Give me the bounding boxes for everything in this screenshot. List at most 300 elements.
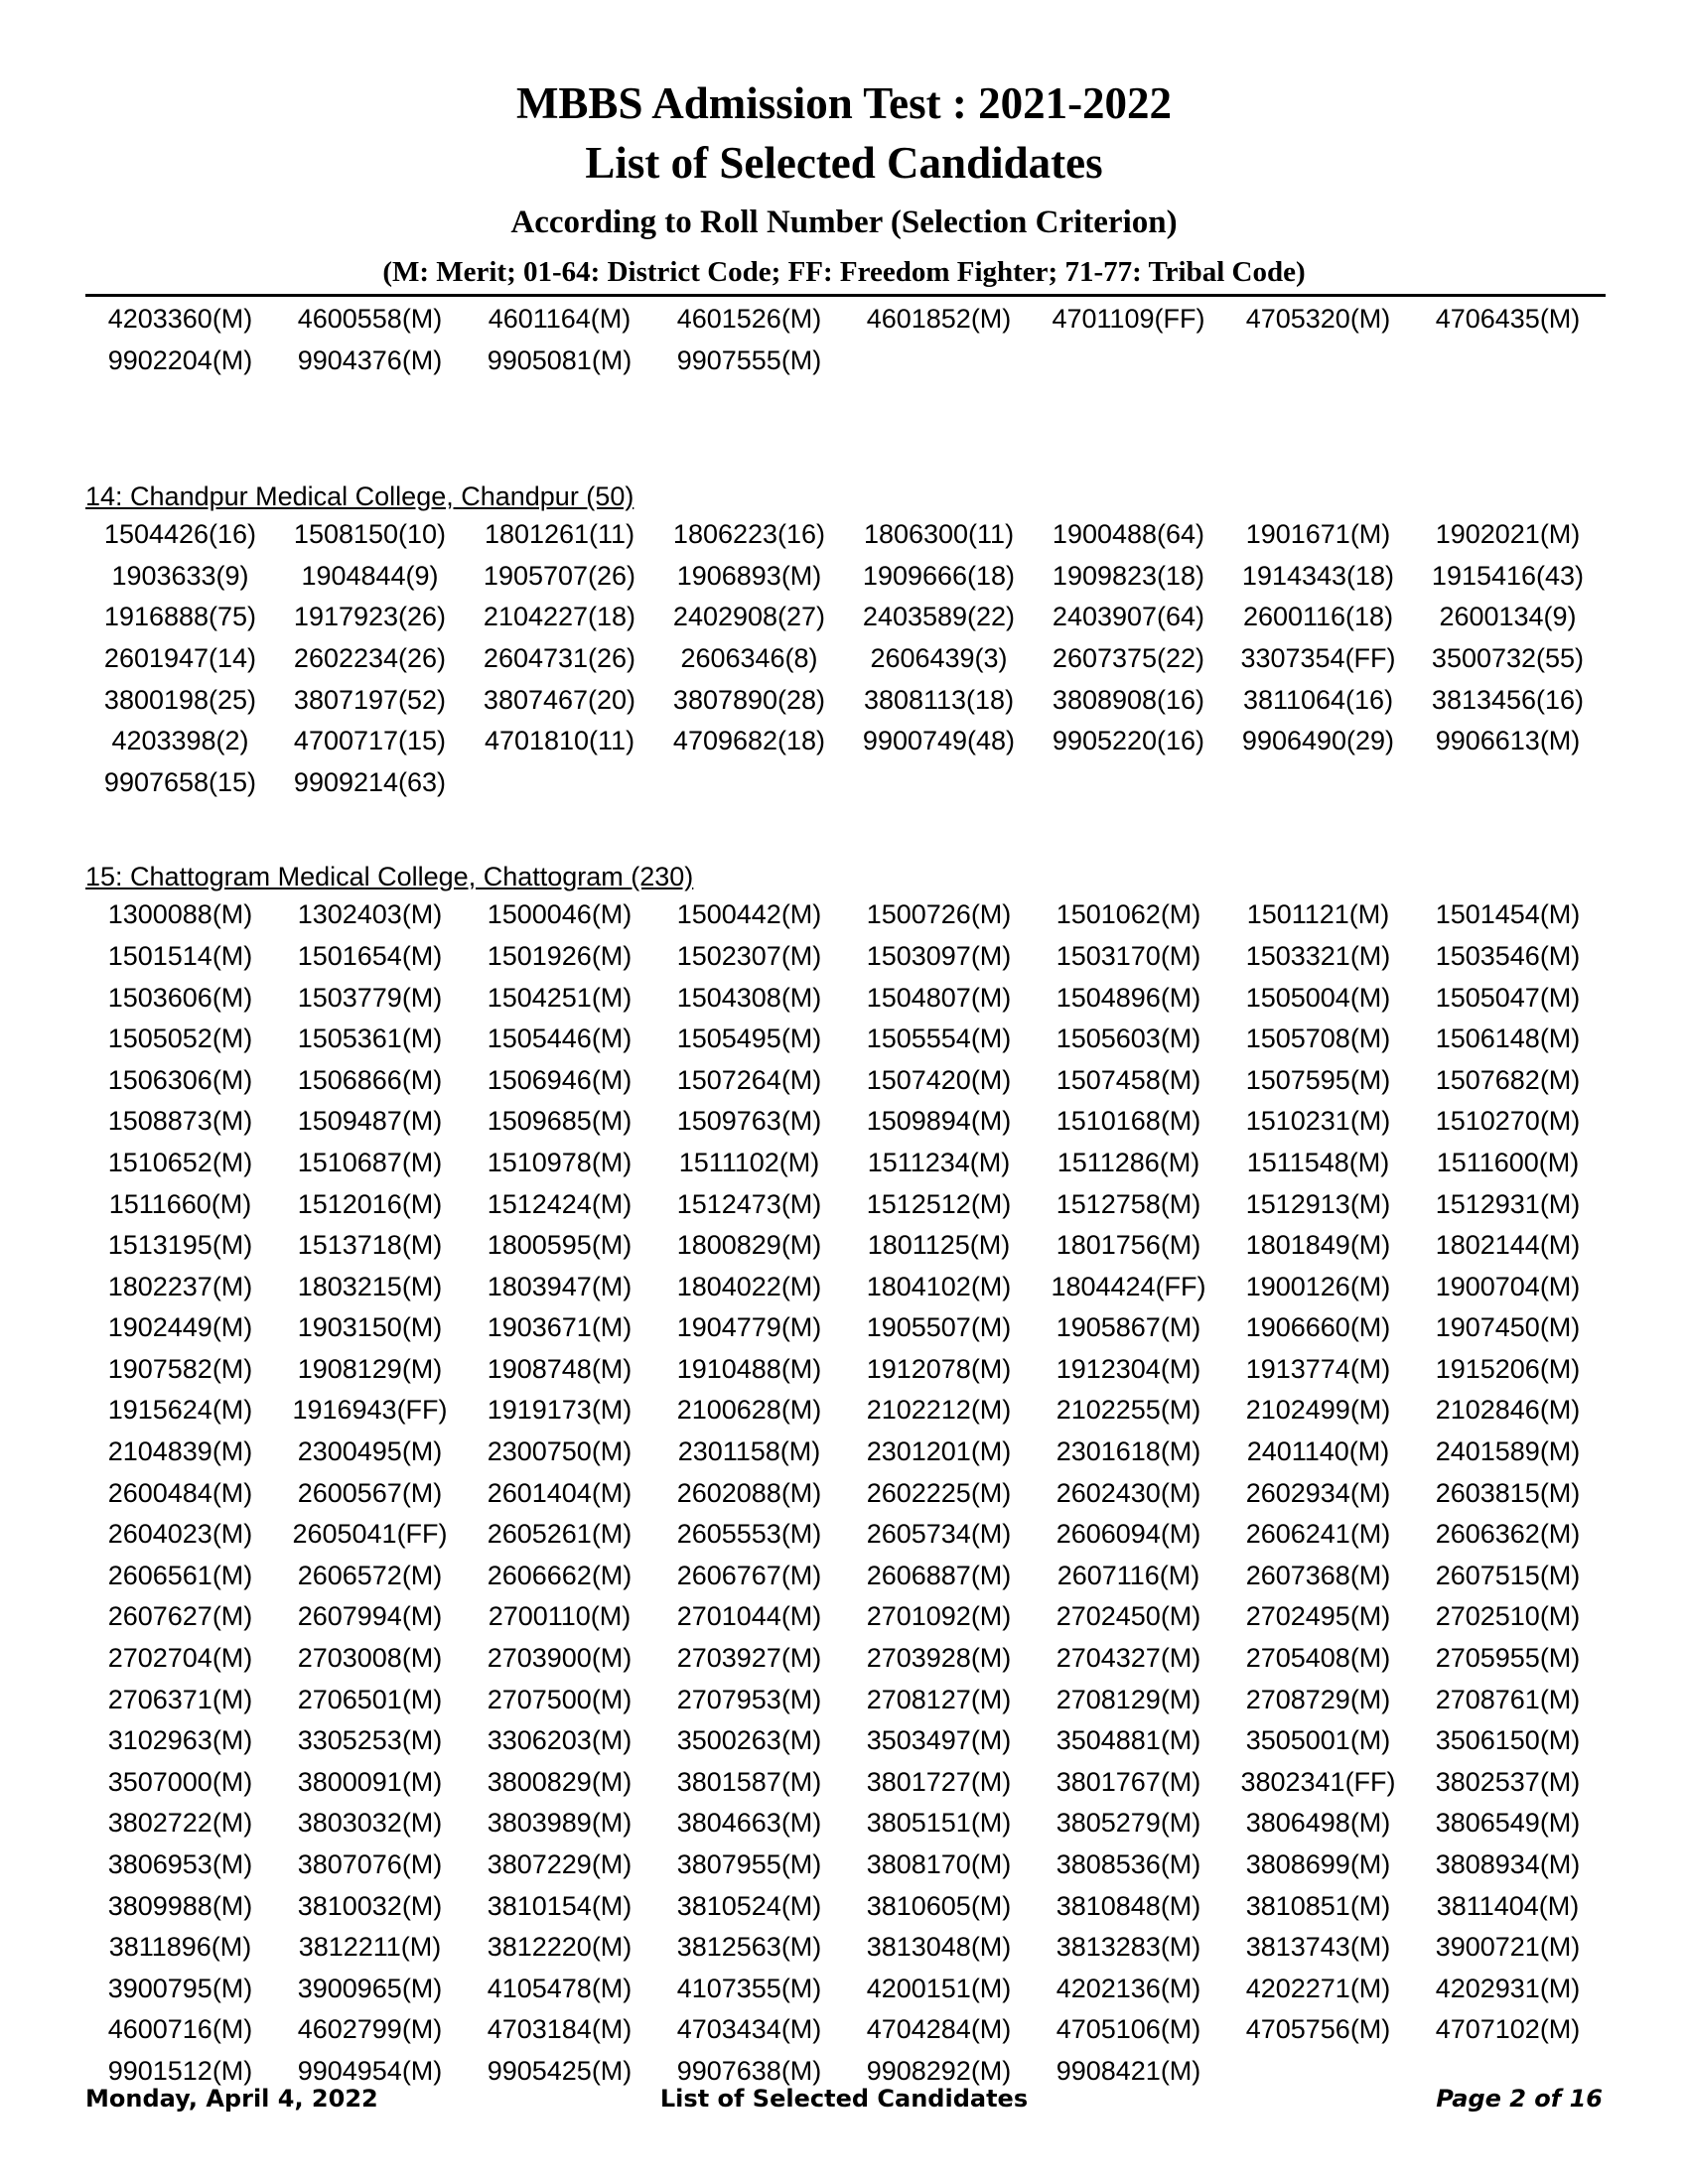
roll-number: 1507595(M) bbox=[1245, 1064, 1391, 1095]
roll-number: 1900126(M) bbox=[1245, 1271, 1391, 1301]
roll-number: 3810848(M) bbox=[1055, 1890, 1201, 1921]
roll-number: 2600134(9) bbox=[1439, 602, 1577, 632]
roll-number: 1507458(M) bbox=[1055, 1064, 1201, 1095]
roll-number: 3807197(52) bbox=[293, 684, 447, 715]
roll-number: 3808908(16) bbox=[1052, 684, 1205, 715]
roll-number: 1916888(75) bbox=[103, 602, 257, 632]
roll-number: 2703900(M) bbox=[487, 1643, 633, 1674]
roll-number: 9909214(63) bbox=[293, 766, 447, 797]
roll-number: 3800198(25) bbox=[103, 684, 257, 715]
roll-number: 1506946(M) bbox=[487, 1064, 633, 1095]
roll-number: 3809988(M) bbox=[107, 1890, 253, 1921]
roll-number: 4703184(M) bbox=[487, 2014, 633, 2045]
roll-number: 2102499(M) bbox=[1245, 1395, 1391, 1426]
roll-number: 1510231(M) bbox=[1245, 1106, 1391, 1137]
roll-number: 3802341(FF) bbox=[1240, 1766, 1396, 1797]
roll-number: 2606561(M) bbox=[107, 1560, 253, 1590]
roll-number: 1801261(11) bbox=[484, 519, 635, 550]
roll-number: 4107355(M) bbox=[676, 1973, 822, 2003]
roll-number: 1509894(M) bbox=[866, 1106, 1012, 1137]
roll-number: 4200151(M) bbox=[866, 1973, 1012, 2003]
roll-number: 9904954(M) bbox=[297, 2055, 443, 2086]
roll-number: 1905507(M) bbox=[866, 1312, 1012, 1343]
roll-number: 4601852(M) bbox=[866, 304, 1012, 334]
roll-number: 1510168(M) bbox=[1055, 1106, 1201, 1137]
roll-number: 4703434(M) bbox=[676, 2014, 822, 2045]
roll-number: 2301618(M) bbox=[1055, 1436, 1201, 1467]
roll-number: 9905220(16) bbox=[1052, 726, 1205, 756]
roll-number: 4707102(M) bbox=[1435, 2014, 1581, 2045]
roll-number: 1504251(M) bbox=[487, 982, 633, 1013]
roll-number: 3807955(M) bbox=[676, 1849, 822, 1879]
roll-number: 1913774(M) bbox=[1245, 1353, 1391, 1384]
roll-number: 1504308(M) bbox=[676, 982, 822, 1013]
roll-number: 2600484(M) bbox=[107, 1477, 253, 1508]
roll-number: 3813456(16) bbox=[1431, 684, 1585, 715]
footer-page-number: Page 2 of 16 bbox=[1436, 2085, 1603, 2113]
roll-number: 9907638(M) bbox=[676, 2055, 822, 2086]
roll-number: 3801587(M) bbox=[676, 1766, 822, 1797]
roll-number: 2605261(M) bbox=[487, 1519, 633, 1550]
roll-number: 1806223(16) bbox=[672, 519, 826, 550]
roll-number: 2706501(M) bbox=[297, 1684, 443, 1714]
roll-number: 3807076(M) bbox=[297, 1849, 443, 1879]
roll-number: 3813743(M) bbox=[1245, 1932, 1391, 1963]
roll-number: 4705756(M) bbox=[1245, 2014, 1391, 2045]
roll-number: 2606572(M) bbox=[297, 1560, 443, 1590]
roll-number: 1506148(M) bbox=[1435, 1024, 1581, 1054]
roll-number: 2702510(M) bbox=[1435, 1601, 1581, 1632]
roll-number: 3811896(M) bbox=[108, 1932, 252, 1963]
roll-number: 3102963(M) bbox=[107, 1725, 253, 1756]
roll-number: 1511102(M) bbox=[678, 1147, 820, 1177]
roll-number: 2607116(M) bbox=[1056, 1560, 1200, 1590]
roll-number: 4601164(M) bbox=[488, 304, 632, 334]
candidate-list bbox=[85, 299, 1606, 2093]
roll-number: 1910488(M) bbox=[676, 1353, 822, 1384]
roll-number: 1505361(M) bbox=[297, 1024, 443, 1054]
roll-number: 1900488(64) bbox=[1052, 519, 1205, 550]
roll-number: 1512473(M) bbox=[676, 1188, 822, 1219]
roll-number: 2104839(M) bbox=[107, 1436, 253, 1467]
roll-number: 2300750(M) bbox=[487, 1436, 633, 1467]
roll-number: 4705320(M) bbox=[1245, 304, 1391, 334]
roll-number: 3807467(20) bbox=[483, 684, 636, 715]
roll-number: 1903633(9) bbox=[111, 560, 249, 591]
roll-number: 3803032(M) bbox=[297, 1808, 443, 1839]
roll-number: 2602225(M) bbox=[866, 1477, 1012, 1508]
roll-number: 2403907(64) bbox=[1052, 602, 1205, 632]
roll-number: 9908421(M) bbox=[1055, 2055, 1201, 2086]
roll-number: 2600116(18) bbox=[1242, 602, 1394, 632]
roll-number: 1505004(M) bbox=[1245, 982, 1391, 1013]
roll-number: 1510652(M) bbox=[107, 1147, 253, 1177]
roll-number: 1503606(M) bbox=[107, 982, 253, 1013]
roll-number: 4709682(18) bbox=[672, 726, 826, 756]
roll-number: 1800595(M) bbox=[487, 1230, 633, 1261]
roll-number: 1504896(M) bbox=[1055, 982, 1201, 1013]
roll-grid-chandpur bbox=[85, 514, 1606, 803]
roll-number: 2602234(26) bbox=[293, 642, 447, 673]
roll-number: 1804102(M) bbox=[866, 1271, 1012, 1301]
roll-number: 4202136(M) bbox=[1055, 1973, 1201, 2003]
roll-number: 2606346(8) bbox=[680, 642, 818, 673]
roll-number: 1503097(M) bbox=[866, 940, 1012, 971]
roll-number: 2702450(M) bbox=[1055, 1601, 1201, 1632]
roll-number: 2704327(M) bbox=[1055, 1643, 1201, 1674]
roll-number: 1915624(M) bbox=[107, 1395, 253, 1426]
roll-number: 1904844(9) bbox=[301, 560, 439, 591]
roll-number: 2707953(M) bbox=[676, 1684, 822, 1714]
roll-number: 3900965(M) bbox=[297, 1973, 443, 2003]
section-title-chandpur: 14: Chandpur Medical College, Chandpur (50) bbox=[85, 481, 634, 512]
roll-number: 3800829(M) bbox=[487, 1766, 633, 1797]
roll-number: 4602799(M) bbox=[297, 2014, 443, 2045]
roll-number: 1500726(M) bbox=[866, 899, 1012, 930]
roll-number: 1503546(M) bbox=[1435, 940, 1581, 971]
roll-number: 2401140(M) bbox=[1246, 1436, 1390, 1467]
roll-number: 1510978(M) bbox=[487, 1147, 633, 1177]
roll-number: 3811404(M) bbox=[1436, 1890, 1580, 1921]
roll-number: 2607515(M) bbox=[1435, 1560, 1581, 1590]
roll-number: 2706371(M) bbox=[107, 1684, 253, 1714]
roll-number: 2603815(M) bbox=[1435, 1477, 1581, 1508]
roll-number: 3507000(M) bbox=[107, 1766, 253, 1797]
roll-number: 1511548(M) bbox=[1246, 1147, 1390, 1177]
selection-criterion: According to Roll Number (Selection Criterion) bbox=[510, 205, 1178, 240]
roll-number: 3805151(M) bbox=[866, 1808, 1012, 1839]
roll-number: 3802722(M) bbox=[107, 1808, 253, 1839]
roll-number: 1511600(M) bbox=[1436, 1147, 1580, 1177]
roll-number: 1902021(M) bbox=[1435, 519, 1581, 550]
section-title-chattogram: 15: Chattogram Medical College, Chattogram (230) bbox=[85, 862, 694, 892]
roll-number: 1801849(M) bbox=[1245, 1230, 1391, 1261]
roll-number: 3810851(M) bbox=[1245, 1890, 1391, 1921]
roll-number: 4202931(M) bbox=[1435, 1973, 1581, 2003]
roll-number: 9906490(29) bbox=[1241, 726, 1395, 756]
roll-number: 2300495(M) bbox=[297, 1436, 443, 1467]
roll-number: 1507682(M) bbox=[1435, 1064, 1581, 1095]
roll-number: 2606439(3) bbox=[870, 642, 1008, 673]
roll-number: 1902449(M) bbox=[107, 1312, 253, 1343]
roll-number: 3810032(M) bbox=[297, 1890, 443, 1921]
roll-number: 1905707(26) bbox=[483, 560, 636, 591]
roll-number: 2102255(M) bbox=[1055, 1395, 1201, 1426]
roll-number: 1906893(M) bbox=[676, 560, 822, 591]
roll-number: 2102212(M) bbox=[866, 1395, 1012, 1426]
roll-number: 2702704(M) bbox=[107, 1643, 253, 1674]
roll-number: 2708129(M) bbox=[1055, 1684, 1201, 1714]
roll-number: 1512758(M) bbox=[1055, 1188, 1201, 1219]
roll-number: 2607994(M) bbox=[297, 1601, 443, 1632]
roll-number: 1801125(M) bbox=[867, 1230, 1011, 1261]
roll-number: 1806300(11) bbox=[863, 519, 1015, 550]
roll-number: 2602934(M) bbox=[1245, 1477, 1391, 1508]
roll-number: 1505446(M) bbox=[487, 1024, 633, 1054]
roll-number: 9902204(M) bbox=[107, 344, 253, 375]
roll-number: 3802537(M) bbox=[1435, 1766, 1581, 1797]
roll-number: 4701810(11) bbox=[484, 726, 635, 756]
roll-number: 3807890(28) bbox=[672, 684, 826, 715]
roll-number: 1801756(M) bbox=[1055, 1230, 1201, 1261]
roll-number: 3813048(M) bbox=[866, 1932, 1012, 1963]
roll-number: 1906660(M) bbox=[1245, 1312, 1391, 1343]
roll-number: 2707500(M) bbox=[487, 1684, 633, 1714]
roll-number: 4105478(M) bbox=[487, 1973, 633, 2003]
roll-number: 2602088(M) bbox=[676, 1477, 822, 1508]
roll-number: 3801727(M) bbox=[866, 1766, 1012, 1797]
roll-number: 1909823(18) bbox=[1052, 560, 1205, 591]
roll-number: 2708729(M) bbox=[1245, 1684, 1391, 1714]
roll-number: 3504881(M) bbox=[1055, 1725, 1201, 1756]
header-divider bbox=[85, 294, 1606, 297]
roll-number: 1915416(43) bbox=[1431, 560, 1585, 591]
roll-number: 3810605(M) bbox=[866, 1890, 1012, 1921]
roll-number: 2703008(M) bbox=[297, 1643, 443, 1674]
roll-number: 2301201(M) bbox=[866, 1436, 1012, 1467]
roll-number: 1912078(M) bbox=[866, 1353, 1012, 1384]
roll-number: 1505603(M) bbox=[1055, 1024, 1201, 1054]
footer-date: Monday, April 4, 2022 bbox=[85, 2085, 378, 2113]
roll-number: 9901512(M) bbox=[107, 2055, 253, 2086]
roll-number: 3808113(18) bbox=[863, 684, 1015, 715]
roll-number: 1509487(M) bbox=[297, 1106, 443, 1137]
roll-number: 3811064(16) bbox=[1242, 684, 1394, 715]
roll-number: 1505495(M) bbox=[676, 1024, 822, 1054]
roll-number: 1914343(18) bbox=[1241, 560, 1395, 591]
roll-number: 1504807(M) bbox=[866, 982, 1012, 1013]
roll-number: 1900704(M) bbox=[1435, 1271, 1581, 1301]
roll-number: 3305253(M) bbox=[297, 1725, 443, 1756]
document-title: MBBS Admission Test : 2021-2022 bbox=[515, 78, 1173, 128]
roll-number: 1507264(M) bbox=[676, 1064, 822, 1095]
roll-number: 2606887(M) bbox=[866, 1560, 1012, 1590]
roll-number: 2700110(M) bbox=[488, 1601, 632, 1632]
roll-number: 4704284(M) bbox=[866, 2014, 1012, 2045]
roll-number: 1802237(M) bbox=[107, 1271, 253, 1301]
roll-number: 1502307(M) bbox=[676, 940, 822, 971]
roll-number: 1503321(M) bbox=[1245, 940, 1391, 971]
roll-number: 3805279(M) bbox=[1055, 1808, 1201, 1839]
roll-number: 1501514(M) bbox=[107, 940, 253, 971]
roll-number: 1506866(M) bbox=[297, 1064, 443, 1095]
roll-number: 1511286(M) bbox=[1056, 1147, 1200, 1177]
roll-number: 3808934(M) bbox=[1435, 1849, 1581, 1879]
roll-number: 2401589(M) bbox=[1435, 1436, 1581, 1467]
roll-number: 1907582(M) bbox=[107, 1353, 253, 1384]
roll-number: 1503170(M) bbox=[1055, 940, 1201, 971]
roll-number: 3813283(M) bbox=[1055, 1932, 1201, 1963]
roll-number: 1505554(M) bbox=[866, 1024, 1012, 1054]
roll-number: 3505001(M) bbox=[1245, 1725, 1391, 1756]
roll-number: 1501062(M) bbox=[1055, 899, 1201, 930]
roll-number: 2607627(M) bbox=[107, 1601, 253, 1632]
roll-number: 1507420(M) bbox=[866, 1064, 1012, 1095]
roll-number: 2604023(M) bbox=[107, 1519, 253, 1550]
roll-number: 3807229(M) bbox=[487, 1849, 633, 1879]
roll-number: 1512512(M) bbox=[866, 1188, 1012, 1219]
roll-number: 3808699(M) bbox=[1245, 1849, 1391, 1879]
roll-grid-chattogram bbox=[85, 894, 1606, 2092]
roll-number: 2600567(M) bbox=[297, 1477, 443, 1508]
roll-number: 1302403(M) bbox=[297, 899, 443, 930]
roll-number: 9900749(48) bbox=[862, 726, 1016, 756]
roll-number: 9906613(M) bbox=[1435, 726, 1581, 756]
roll-number: 2601947(14) bbox=[103, 642, 257, 673]
roll-number: 1512931(M) bbox=[1435, 1188, 1581, 1219]
roll-number: 1501654(M) bbox=[297, 940, 443, 971]
roll-number: 1803947(M) bbox=[487, 1271, 633, 1301]
roll-number: 2604731(26) bbox=[483, 642, 636, 673]
code-legend: (M: Merit; 01-64: District Code; FF: Freedom Fighter; 71-77: Tribal Code) bbox=[382, 256, 1306, 288]
roll-number: 1903671(M) bbox=[487, 1312, 633, 1343]
roll-number: 2705408(M) bbox=[1245, 1643, 1391, 1674]
roll-number: 2104227(18) bbox=[483, 602, 636, 632]
roll-number: 1500046(M) bbox=[487, 899, 633, 930]
roll-number: 1803215(M) bbox=[297, 1271, 443, 1301]
roll-number: 2606241(M) bbox=[1245, 1519, 1391, 1550]
roll-number: 3500263(M) bbox=[676, 1725, 822, 1756]
roll-number: 2607375(22) bbox=[1052, 642, 1205, 673]
roll-number: 1804022(M) bbox=[676, 1271, 822, 1301]
roll-number: 4600558(M) bbox=[297, 304, 443, 334]
roll-number: 3900721(M) bbox=[1435, 1932, 1581, 1963]
roll-number: 3307354(FF) bbox=[1240, 642, 1396, 673]
roll-number: 1802144(M) bbox=[1435, 1230, 1581, 1261]
roll-number: 1905867(M) bbox=[1055, 1312, 1201, 1343]
roll-number: 1500442(M) bbox=[676, 899, 822, 930]
roll-number: 2602430(M) bbox=[1055, 1477, 1201, 1508]
roll-number: 1509763(M) bbox=[676, 1106, 822, 1137]
roll-number: 3800091(M) bbox=[297, 1766, 443, 1797]
roll-number: 2708127(M) bbox=[866, 1684, 1012, 1714]
roll-number: 1804424(FF) bbox=[1051, 1271, 1206, 1301]
roll-number: 1501121(M) bbox=[1246, 899, 1390, 930]
roll-number: 1903150(M) bbox=[297, 1312, 443, 1343]
roll-number: 9905425(M) bbox=[487, 2055, 633, 2086]
roll-number: 3900795(M) bbox=[107, 1973, 253, 2003]
roll-number: 2708761(M) bbox=[1435, 1684, 1581, 1714]
roll-number: 3503497(M) bbox=[866, 1725, 1012, 1756]
roll-number: 1503779(M) bbox=[297, 982, 443, 1013]
roll-number: 3803989(M) bbox=[487, 1808, 633, 1839]
roll-number: 3810524(M) bbox=[676, 1890, 822, 1921]
roll-number: 2605734(M) bbox=[866, 1519, 1012, 1550]
continued-roll-grid bbox=[85, 299, 1606, 381]
roll-number: 1901671(M) bbox=[1245, 519, 1391, 550]
roll-number: 2703927(M) bbox=[676, 1643, 822, 1674]
roll-number: 2702495(M) bbox=[1245, 1601, 1391, 1632]
roll-number: 2601404(M) bbox=[487, 1477, 633, 1508]
roll-number: 3808170(M) bbox=[866, 1849, 1012, 1879]
roll-number: 1908748(M) bbox=[487, 1353, 633, 1384]
document-subtitle: List of Selected Candidates bbox=[585, 138, 1103, 188]
roll-number: 9908292(M) bbox=[866, 2055, 1012, 2086]
roll-number: 2301158(M) bbox=[677, 1436, 821, 1467]
roll-number: 3801767(M) bbox=[1055, 1766, 1201, 1797]
roll-number: 1512016(M) bbox=[297, 1188, 443, 1219]
roll-number: 1501926(M) bbox=[487, 940, 633, 971]
roll-number: 3812211(M) bbox=[298, 1932, 442, 1963]
roll-number: 4203398(2) bbox=[111, 726, 249, 756]
roll-number: 1916943(FF) bbox=[292, 1395, 448, 1426]
roll-number: 2102846(M) bbox=[1435, 1395, 1581, 1426]
roll-number: 9907555(M) bbox=[676, 344, 822, 375]
roll-number: 1512424(M) bbox=[487, 1188, 633, 1219]
roll-number: 1909666(18) bbox=[862, 560, 1016, 591]
roll-number: 4705106(M) bbox=[1055, 2014, 1201, 2045]
roll-number: 4700717(15) bbox=[293, 726, 447, 756]
roll-number: 1919173(M) bbox=[487, 1395, 633, 1426]
roll-number: 1505708(M) bbox=[1245, 1024, 1391, 1054]
roll-number: 2705955(M) bbox=[1435, 1643, 1581, 1674]
roll-number: 3306203(M) bbox=[487, 1725, 633, 1756]
roll-number: 2402908(27) bbox=[672, 602, 826, 632]
footer-title: List of Selected Candidates bbox=[659, 2085, 1029, 2113]
roll-number: 2100628(M) bbox=[676, 1395, 822, 1426]
roll-number: 4203360(M) bbox=[107, 304, 253, 334]
roll-number: 3806549(M) bbox=[1435, 1808, 1581, 1839]
roll-number: 3804663(M) bbox=[676, 1808, 822, 1839]
roll-number: 1907450(M) bbox=[1435, 1312, 1581, 1343]
roll-number: 9905081(M) bbox=[487, 344, 633, 375]
roll-number: 2605553(M) bbox=[676, 1519, 822, 1550]
roll-number: 2703928(M) bbox=[866, 1643, 1012, 1674]
roll-number: 2607368(M) bbox=[1245, 1560, 1391, 1590]
roll-number: 1908129(M) bbox=[297, 1353, 443, 1384]
roll-number: 9904376(M) bbox=[297, 344, 443, 375]
roll-number: 1506306(M) bbox=[107, 1064, 253, 1095]
roll-number: 1912304(M) bbox=[1055, 1353, 1201, 1384]
roll-number: 1510270(M) bbox=[1435, 1106, 1581, 1137]
roll-number: 4706435(M) bbox=[1435, 304, 1581, 334]
roll-number: 1511234(M) bbox=[867, 1147, 1011, 1177]
roll-number: 3506150(M) bbox=[1435, 1725, 1581, 1756]
roll-number: 1504426(16) bbox=[103, 519, 257, 550]
roll-number: 1501454(M) bbox=[1435, 899, 1581, 930]
roll-number: 1508873(M) bbox=[107, 1106, 253, 1137]
roll-number: 1512913(M) bbox=[1245, 1188, 1391, 1219]
roll-number: 9907658(15) bbox=[103, 766, 257, 797]
roll-number: 3500732(55) bbox=[1431, 642, 1585, 673]
roll-number: 4202271(M) bbox=[1245, 1973, 1391, 2003]
roll-number: 1510687(M) bbox=[297, 1147, 443, 1177]
roll-number: 2701044(M) bbox=[676, 1601, 822, 1632]
roll-number: 2606362(M) bbox=[1435, 1519, 1581, 1550]
roll-number: 1800829(M) bbox=[676, 1230, 822, 1261]
roll-number: 2606767(M) bbox=[676, 1560, 822, 1590]
roll-number: 1513195(M) bbox=[107, 1230, 253, 1261]
roll-number: 2403589(22) bbox=[862, 602, 1016, 632]
roll-number: 1505047(M) bbox=[1435, 982, 1581, 1013]
roll-number: 1904779(M) bbox=[676, 1312, 822, 1343]
roll-number: 3810154(M) bbox=[487, 1890, 633, 1921]
roll-number: 1917923(26) bbox=[293, 602, 447, 632]
roll-number: 3812563(M) bbox=[676, 1932, 822, 1963]
roll-number: 1505052(M) bbox=[107, 1024, 253, 1054]
roll-number: 1915206(M) bbox=[1435, 1353, 1581, 1384]
roll-number: 1511660(M) bbox=[108, 1188, 252, 1219]
roll-number: 2605041(FF) bbox=[292, 1519, 448, 1550]
roll-number: 3806498(M) bbox=[1245, 1808, 1391, 1839]
roll-number: 3806953(M) bbox=[107, 1849, 253, 1879]
roll-number: 2606662(M) bbox=[487, 1560, 633, 1590]
roll-number: 2606094(M) bbox=[1055, 1519, 1201, 1550]
roll-number: 4600716(M) bbox=[107, 2014, 253, 2045]
roll-number: 3812220(M) bbox=[487, 1932, 633, 1963]
roll-number: 1508150(10) bbox=[293, 519, 447, 550]
roll-number: 1509685(M) bbox=[487, 1106, 633, 1137]
